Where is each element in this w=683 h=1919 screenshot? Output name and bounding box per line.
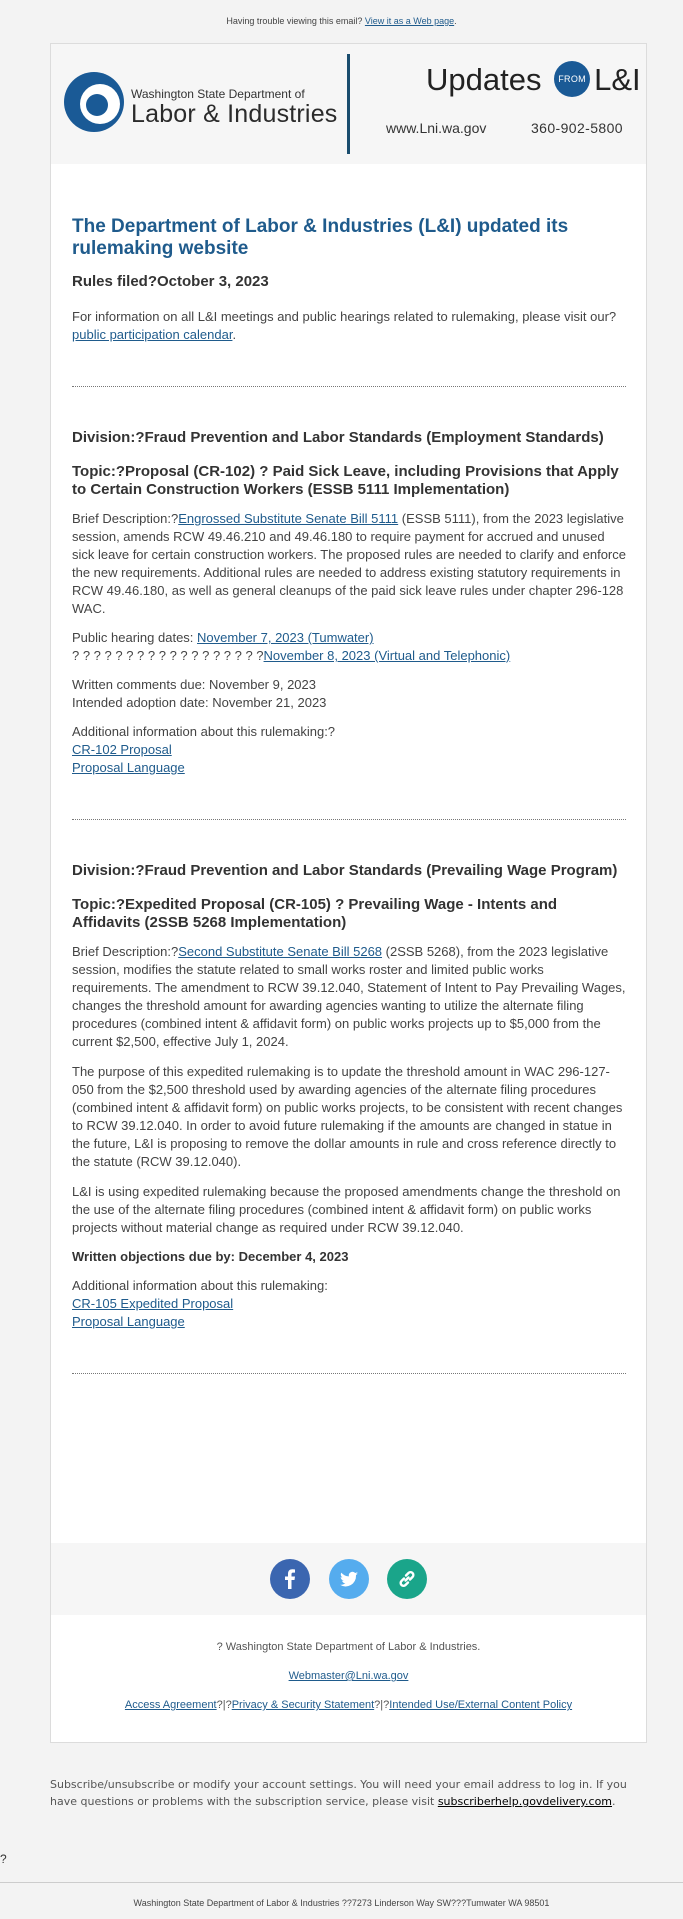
preheader: Having trouble viewing this email? View it as a Web page. xyxy=(226,16,457,26)
rule1-proposal-language-link[interactable]: Proposal Language xyxy=(72,760,185,775)
webmaster-email-link[interactable]: Webmaster@Lni.wa.gov xyxy=(288,1670,409,1682)
email-card xyxy=(50,43,647,1743)
agency-line1: Washington State Department of xyxy=(131,87,305,101)
email-header xyxy=(51,44,646,164)
public-participation-calendar-link[interactable]: public participation calendar xyxy=(72,327,233,342)
header-divider xyxy=(347,54,350,154)
from-badge: FROM xyxy=(554,61,590,97)
header-website: www.Lni.wa.gov xyxy=(386,120,487,136)
2ssb-5268-link[interactable]: Second Substitute Senate Bill 5268 xyxy=(178,944,383,959)
divider xyxy=(72,819,626,820)
social-bar xyxy=(51,1543,646,1615)
rule1-topic: Topic:?Proposal (CR-102) ? Paid Sick Leave, including Provisions that Apply to Certain Construction Workers (ESSB 5111 Implementation) xyxy=(72,463,619,498)
rule2-topic: Topic:?Expedited Proposal (CR-105) ? Prevailing Wage - Intents and Affidavits (2SSB 5268 Implementation) xyxy=(72,896,558,931)
updates-from-lni: Updates FROM L&I xyxy=(426,62,641,97)
agency-line2: Labor & Industries xyxy=(131,100,338,128)
intro-text: For information on all L&I meetings and public hearings related to rulemaking, please visit our?public participation calendar. xyxy=(72,309,617,342)
header-phone: 360-902-5800 xyxy=(531,120,623,136)
rule2-objections: Written objections due by: December 4, 2023 xyxy=(72,1249,349,1264)
view-as-web-page-link[interactable]: View it as a Web page xyxy=(364,16,455,26)
rule2-additional: Additional information about this rulemaking: CR-105 Expedited Proposal Proposal Language xyxy=(72,1278,328,1329)
rule1-dates: Written comments due: November 9, 2023 Intended adoption date: November 21, 2023 xyxy=(72,677,327,710)
rule1-description: Brief Description:?Engrossed Substitute Senate Bill 5111 (ESSB 5111), from the 2023 legislative session, amends RCW 49.46.210 and 49.46.180 to require payment for accrued and unused sick leave for certain construction workers. The proposed rules are needed to clarify and enforce the new requirements. Additional rules are needed to address existing statutory requirements in RCW 49.46.180, as well as general cleanups of the paid sick leave rules under chapter 296-128 WAC. xyxy=(72,511,626,616)
essb-5111-link[interactable]: Engrossed Substitute Senate Bill 5111 xyxy=(178,511,399,526)
rules-filed-date: Rules filed?October 3, 2023 xyxy=(72,273,269,290)
rule2-description: Brief Description:?Second Substitute Senate Bill 5268 (2SSB 5268), from the 2023 legislative session, modifies the statute related to small works roster and limited public works requirements. The amendment to RCW 39.12.040, Statement of Intent to Pay Prevailing Wages, changes the threshold amount for awarding agencies wanting to utilize the alternate filing procedures (combined intent & affidavit form) on public works projects up to $5,000 from the current $2,500, effective July 1, 2024. xyxy=(72,944,626,1049)
hearing-virtual-link[interactable]: November 8, 2023 (Virtual and Telephonic) xyxy=(263,648,511,663)
rule2-proposal-language-link[interactable]: Proposal Language xyxy=(72,1314,185,1329)
twitter-icon[interactable] xyxy=(329,1559,369,1599)
rule2-purpose: The purpose of this expedited rulemaking is to update the threshold amount in WAC 296-127-050 from the $2,500 threshold used by awarding agencies of the alternate filing procedures (combined intent & affidavit form) on public works projects, to be consistent with recent changes to RCW 39.12.040. In order to avoid future rulemaking if the amounts are changed in statue in the future, L&I is proposing to remove the dollar amounts in rule and cross reference directly to the statute (RCW 39.12.040). xyxy=(72,1064,623,1169)
cr102-proposal-link[interactable]: CR-102 Proposal xyxy=(72,742,172,757)
intended-use-link[interactable]: Intended Use/External Content Policy xyxy=(389,1699,573,1711)
subscriber-help-link[interactable]: subscriberhelp.govdelivery.com xyxy=(437,1795,613,1808)
link-icon[interactable] xyxy=(387,1559,427,1599)
rule2-division: Division:?Fraud Prevention and Labor Standards (Prevailing Wage Program) xyxy=(72,862,618,879)
privacy-statement-link[interactable]: Privacy & Security Statement xyxy=(231,1699,375,1711)
hearing-tumwater-link[interactable]: November 7, 2023 (Tumwater) xyxy=(197,630,374,645)
facebook-icon[interactable] xyxy=(270,1559,310,1599)
rule1-additional: Additional information about this rulemaking:? CR-102 Proposal Proposal Language xyxy=(72,724,336,775)
stray-character: ? xyxy=(0,1852,7,1866)
bottom-divider xyxy=(0,1882,683,1883)
footer-links: Access Agreement?|?Privacy & Security Statement?|?Intended Use/External Content Policy xyxy=(124,1699,573,1711)
rule1-hearings: Public hearing dates: November 7, 2023 (Tumwater) ? ? ? ? ? ? ? ? ? ? ? ? ? ? ? ? ? ?November 8, 2023 (Virtual and Telephonic) xyxy=(72,630,511,663)
cr105-proposal-link[interactable]: CR-105 Expedited Proposal xyxy=(72,1296,234,1311)
footer xyxy=(51,1641,646,1728)
divider xyxy=(72,386,626,387)
page-title: The Department of Labor & Industries (L&I) updated its rulemaking website xyxy=(72,216,569,259)
email-content xyxy=(51,164,646,1374)
copyright: ? Washington State Department of Labor & Industries. xyxy=(216,1641,481,1653)
rule2-reason: L&I is using expedited rulemaking because the proposed amendments change the threshold on the use of the alternate filing procedures (combined intent & affidavit form) on public works projects without material change as required under RCW 39.12.040. xyxy=(72,1184,621,1235)
lni-logo-icon xyxy=(64,72,124,132)
rule1-division: Division:?Fraud Prevention and Labor Standards (Employment Standards) xyxy=(72,429,604,446)
subscription-notice: Subscribe/unsubscribe or modify your account settings. You will need your email address to log in. If you have questions or problems with the subscription service, please visit subscriberhelp.govdelivery.com. xyxy=(50,1778,627,1808)
agency-address: Washington State Department of Labor & Industries ??7273 Linderson Way SW???Tumwater WA 98501 xyxy=(133,1898,550,1908)
access-agreement-link[interactable]: Access Agreement xyxy=(124,1699,217,1711)
divider xyxy=(72,1373,626,1374)
